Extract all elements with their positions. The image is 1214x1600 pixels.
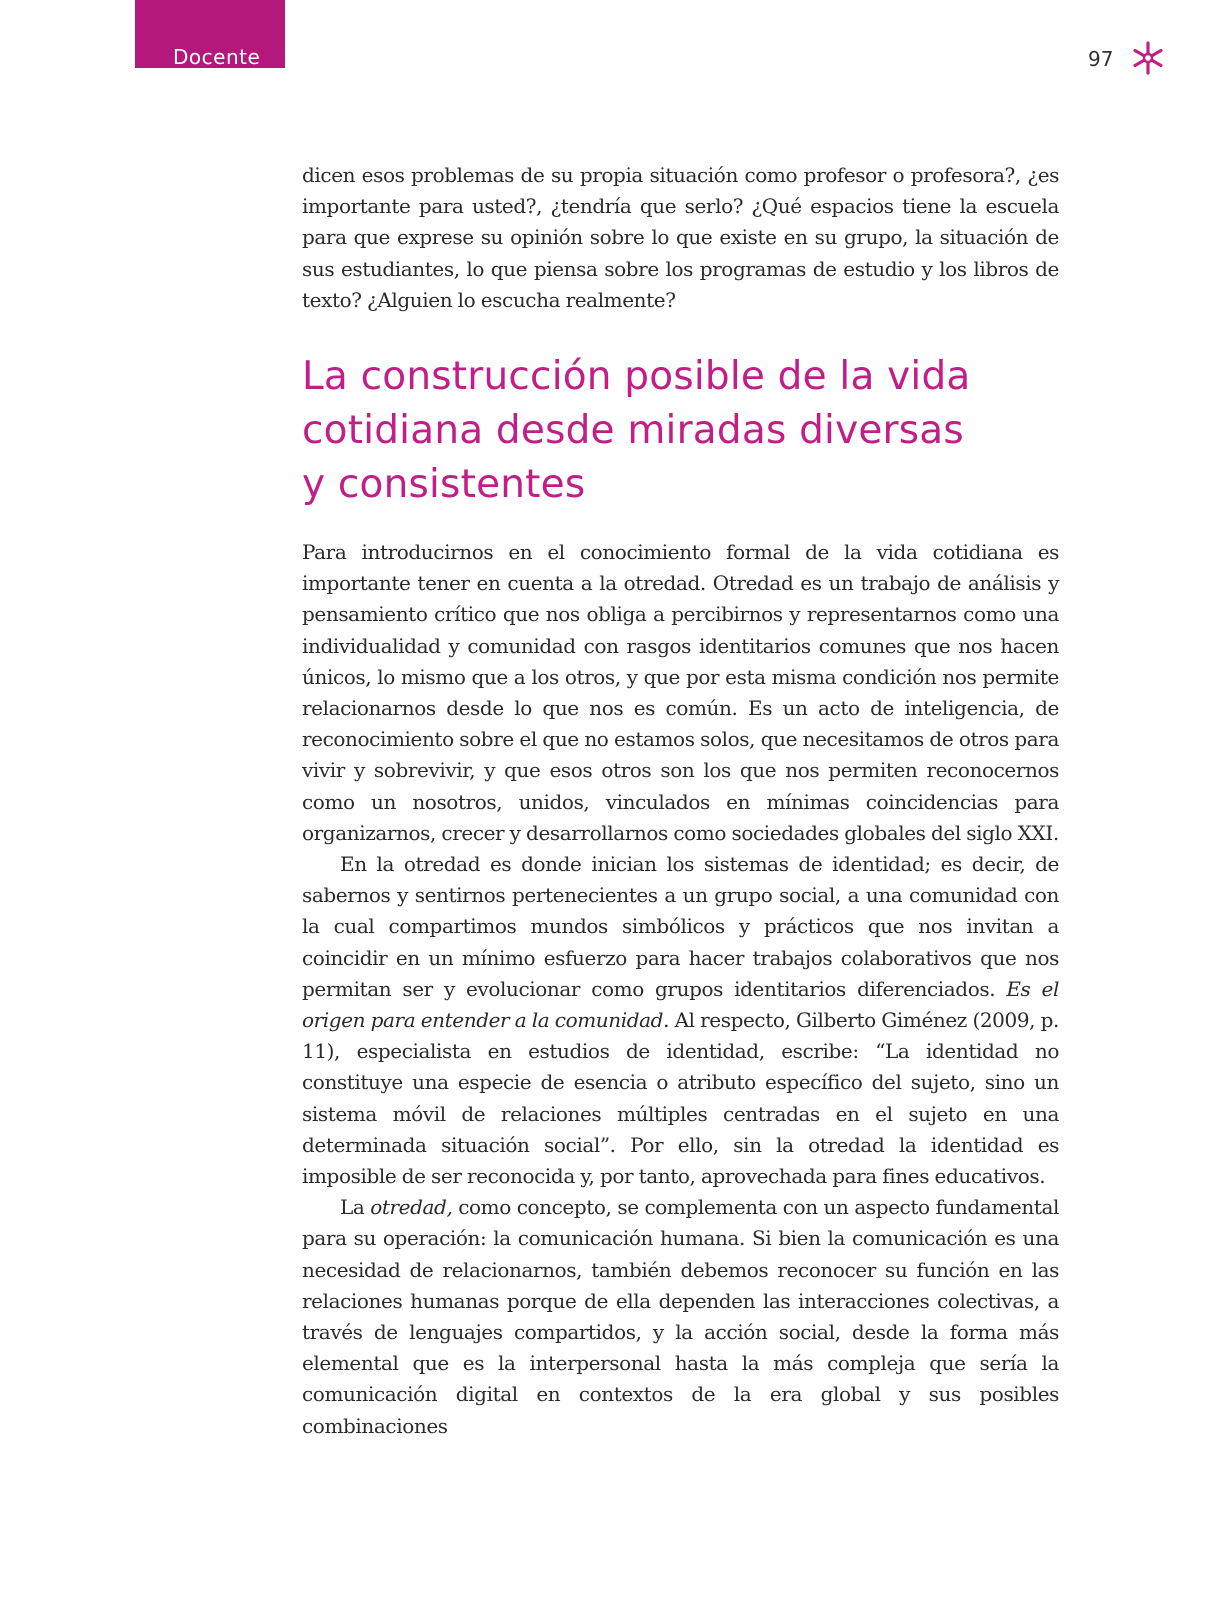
paragraph-3-text: como concepto, se complementa con un aspecto fundamental para su operación: la comunicación humana. Si bien la comunicación es una necesidad de relacionarnos, también debemos reconocer su función en las relaciones humanas porque de ella dependen las interacciones colectivas, a través de lenguajes compartidos, y la acción social, desde la forma más elemental que es la interpersonal hasta la más compleja que sería la comunicación digital en contextos de la era global y sus posibles combinaciones — [302, 1195, 1059, 1438]
intro-block — [302, 160, 1059, 316]
asterisk-icon — [1130, 40, 1166, 76]
section-heading — [302, 350, 1059, 512]
section-tab — [135, 0, 285, 68]
paragraph-2-emphasis: Es el origen para entender a la comunidad. — [302, 976, 1059, 1033]
paragraph-2-text-continued: Al respecto, Gilberto Giménez (2009, p. 11), especialista en estudios de identidad, escribe: “La identidad no constituye una especie de esencia o atributo específico del sujeto, sino un sistema móvil de relaciones múltiples centradas en el sujeto en una determinada situación social”. Por ello, sin la otredad la identidad es imposible de ser reconocida y, por tanto, aprovechada para fines educativos. — [302, 1008, 1059, 1189]
paragraph-3-emphasis: otredad, — [370, 1195, 453, 1220]
body-text — [302, 537, 1059, 1442]
paragraph-2 — [302, 849, 1059, 1192]
heading-line-2: cotidiana desde miradas diversas — [302, 408, 964, 453]
paragraph-1: Para introducirnos en el conocimiento formal de la vida cotidiana es importante tener en cuenta a la otredad. Otredad es un trabajo de análisis y pensamiento crítico que nos obliga a percibirnos y representarnos como una individualidad y comunidad con rasgos identitarios comunes que nos hacen únicos, lo mismo que a los otros, y que por esta misma condición nos permite relacionarnos desde lo que nos es común. Es un acto de inteligencia, de reconocimiento sobre el que no estamos solos, que necesitamos de otros para vivir y sobrevivir, y que esos otros son los que nos permiten reconocernos como un nosotros, unidos, vinculados en mínimas coincidencias para organizarnos, crecer y desarrollarnos como sociedades globales del siglo XXI. — [302, 540, 1059, 845]
paragraph-2-text: En la otredad es donde inician los sistemas de identidad; es decir, de sabernos y sentirnos pertenecientes a un grupo social, a una comunidad con la cual compartimos mundos simbólicos y prácticos que nos invitan a coincidir en un mínimo esfuerzo para hacer trabajos colaborativos que nos permitan ser y evolucionar como grupos identitarios diferenciados. — [302, 852, 1059, 1001]
page-number: 97 — [1088, 47, 1114, 71]
paragraph-3 — [302, 1192, 1059, 1442]
section-label: Docente — [173, 45, 261, 69]
paragraph-3-lead: La — [340, 1195, 365, 1220]
heading-line-3: y consistentes — [302, 462, 586, 507]
intro-paragraph: dicen esos problemas de su propia situación como profesor o profesora?, ¿es importante para usted?, ¿tendría que serlo? ¿Qué espacios tiene la escuela para que exprese su opinión sobre lo que existe en su grupo, la situación de sus estudiantes, lo que piensa sobre los programas de estudio y los libros de texto? ¿Alguien lo escucha realmente? — [302, 163, 1059, 312]
heading-line-1: La construcción posible de la vida — [302, 354, 971, 399]
